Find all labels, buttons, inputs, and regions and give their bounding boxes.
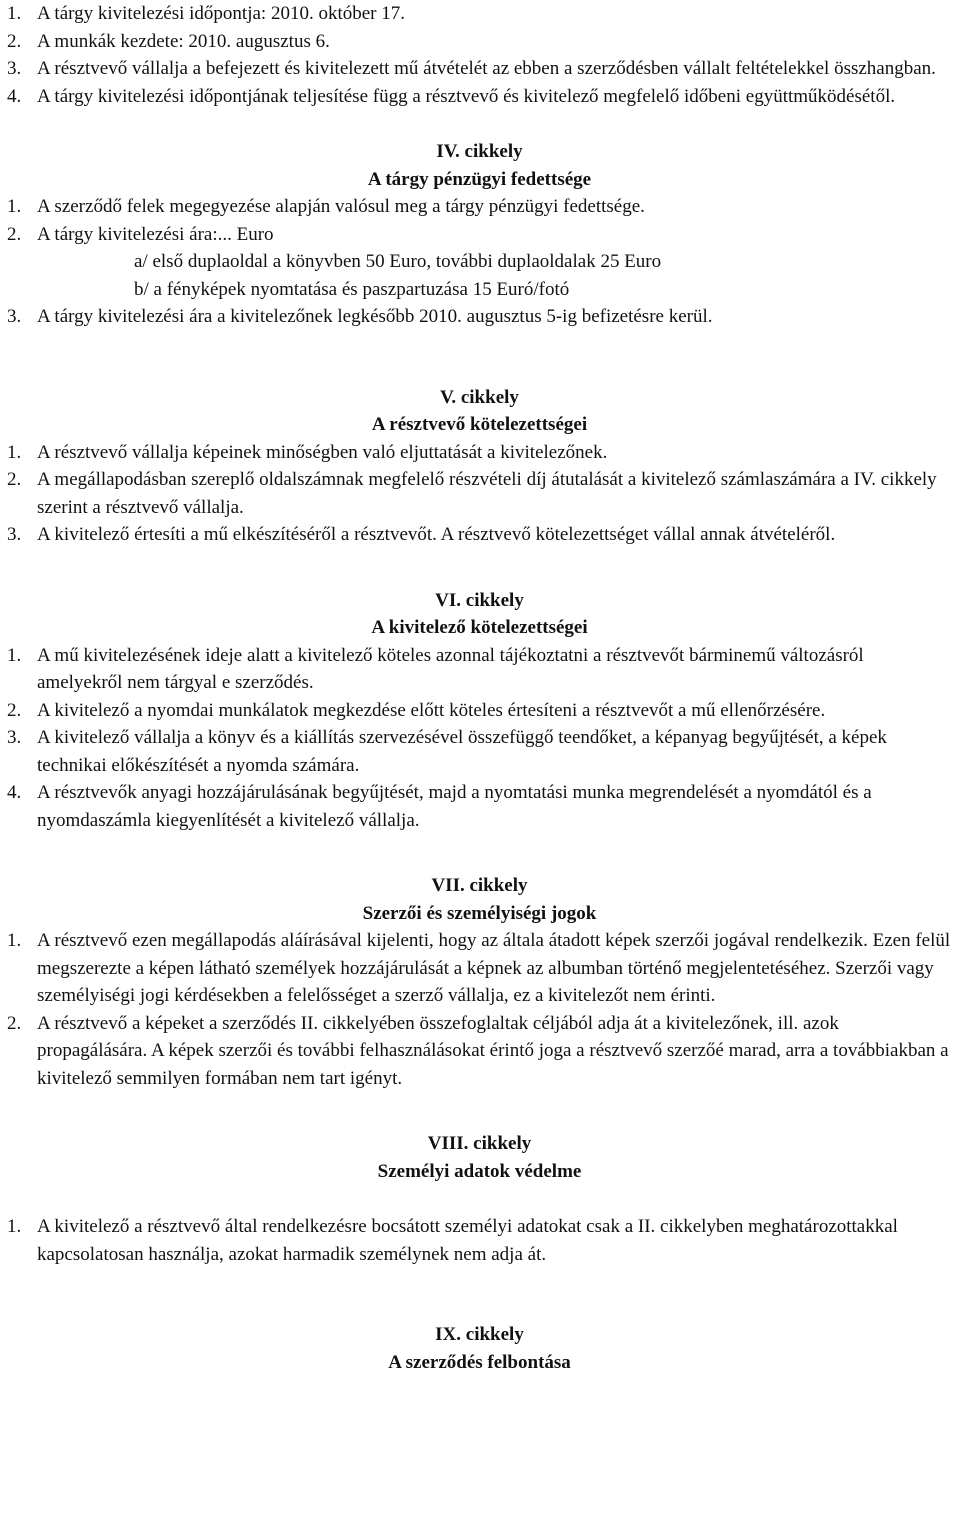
item-text: A kivitelező a nyomdai munkálatok megkezdése előtt köteles értesíteni a résztvevőt a mű ellenőrzésére.: [37, 699, 826, 721]
item-number: 1.: [7, 441, 22, 463]
item-number: 1.: [7, 196, 22, 217]
item-number: 4.: [7, 782, 22, 803]
item-number: 1.: [7, 644, 22, 666]
section-subtitle: Szerzői és személyiségi jogok: [362, 902, 597, 924]
item-text: A tárgy kivitelezési ára a kivitelezőnek legkésőbb 2010. augusztus 5-ig befizetésre kerül.: [37, 306, 713, 327]
section-title: VII. cikkely: [431, 875, 528, 896]
list-item: [7, 1213, 952, 1268]
list-item: [7, 83, 952, 111]
section-title: IV. cikkely: [436, 141, 523, 162]
item-number: 2.: [7, 30, 22, 52]
list-item: [7, 927, 952, 1010]
item-number: 3.: [7, 58, 22, 79]
section-subtitle: Személyi adatok védelme: [377, 1160, 582, 1182]
item-number: 4.: [7, 85, 22, 107]
list-item: [7, 28, 952, 56]
price-detail: b/ a fényképek nyomtatása és paszpartuzása 15 Euró/fotó: [134, 278, 570, 300]
list-item: [7, 697, 952, 725]
intro-list: [7, 0, 952, 110]
list-item: [7, 466, 952, 521]
list-item: [7, 724, 952, 779]
section-title: IX. cikkely: [435, 1324, 524, 1345]
list-item: [7, 55, 952, 83]
section-vi: [7, 587, 952, 835]
item-number: 2.: [7, 1012, 22, 1034]
section-subtitle: A kivitelező kötelezettségei: [371, 617, 588, 638]
item-text: A résztvevő vállalja képeinek minőségben való eljuttatását a kivitelezőnek.: [37, 441, 608, 463]
section-iv: [7, 138, 952, 331]
list-item: [7, 303, 952, 331]
section-title: VI. cikkely: [435, 589, 524, 611]
item-text: A munkák kezdete: 2010. augusztus 6.: [37, 30, 330, 52]
list-item: [7, 642, 952, 697]
item-number: 2.: [7, 469, 22, 490]
item-number: 1.: [7, 1216, 22, 1237]
section-ix: [7, 1321, 952, 1376]
section-subtitle: A tárgy pénzügyi fedettsége: [367, 168, 592, 190]
item-number: 3.: [7, 306, 22, 327]
section-title: V. cikkely: [440, 386, 519, 408]
list-item: [7, 521, 952, 549]
item-text: A résztvevők anyagi hozzájárulásának begyűjtését, majd a nyomtatási munka megrendelését a nyomdától és a nyomdaszámla kiegyenlítését a kivitelező vállalja.: [37, 782, 872, 831]
item-number: 3.: [7, 524, 22, 545]
item-number: 1.: [7, 3, 22, 24]
item-text: A mű kivitelezésének ideje alatt a kivitelező köteles azonnal tájékoztatni a résztvevőt bárminemű változásról amelyekről nem tárgyal e szerződés.: [37, 644, 864, 693]
section-title: VIII. cikkely: [427, 1133, 532, 1154]
section-subtitle: A szerződés felbontása: [388, 1351, 571, 1373]
item-number: 2.: [7, 699, 22, 721]
item-number: 2.: [7, 223, 22, 245]
section-v: [7, 384, 952, 549]
item-text: A kivitelező vállalja a könyv és a kiállítás szervezésével összefüggő teendőket, a képanyag begyűjtését, a képek technikai előkészítését a nyomda számára.: [37, 727, 887, 776]
item-text: A tárgy kivitelezési ára:... Euro: [37, 223, 274, 245]
item-text: A megállapodásban szereplő oldalszámnak megfelelő részvételi díj átutalását a kivitelező számlaszámára a IV. cikkely szerint a résztvevő vállalja.: [37, 469, 937, 518]
item-text: A kivitelező a résztvevő által rendelkezésre bocsátott személyi adatokat csak a II. cikkelyben meghatározottakkal kapcsolatosan használja, azokat harmadik személynek nem adja át.: [37, 1216, 898, 1265]
item-text: A tárgy kivitelezési időpontja: 2010. október 17.: [37, 3, 405, 24]
item-text: A résztvevő vállalja a befejezett és kivitelezett mű átvételét az ebben a szerződésben vállalt feltételekkel összhangban.: [37, 58, 936, 79]
item-number: 1.: [7, 930, 22, 951]
list-item: [7, 779, 952, 834]
item-text: A résztvevő a képeket a szerződés II. cikkelyében összefoglaltak céljából adja át a kivitelezőnek, ill. azok propagálására. A képek szerzői és további felhasználásokat érintő joga a résztvevő szerzőé marad, arra a továbbiakban a kivitelező semmilyen formában nem tart igényt.: [37, 1012, 949, 1089]
item-text: A tárgy kivitelezési időpontjának teljesítése függ a résztvevő és kivitelező megfelelő időbeni együttműködésétől.: [37, 85, 896, 107]
list-item: [7, 1010, 952, 1093]
list-item: [7, 0, 952, 28]
section-viii: [7, 1130, 952, 1268]
section-vii: [7, 872, 952, 1092]
price-detail: a/ első duplaoldal a könyvben 50 Euro, további duplaoldalak 25 Euro: [134, 251, 662, 272]
list-item: [7, 439, 952, 467]
item-text: A résztvevő ezen megállapodás aláírásával kijelenti, hogy az általa átadott képek szerzői jogával rendelkezik. Ezen felül megszerezte a képen látható személyek hozzájárulását a képnek az albumban történő megjelentetéséhez. Szerzői vagy személyiségi jogi kérdésekben a felelősséget a szerző vállalja, ez a kivitelezőt nem érinti.: [37, 930, 951, 1006]
section-subtitle: A résztvevő kötelezettségei: [371, 414, 588, 435]
item-number: 3.: [7, 727, 22, 748]
item-text: A kivitelező értesíti a mű elkészítéséről a résztvevőt. A résztvevő kötelezettséget vállal annak átvételéről.: [37, 524, 836, 545]
list-item: [7, 193, 952, 221]
item-text: A szerződő felek megegyezése alapján valósul meg a tárgy pénzügyi fedettsége.: [37, 196, 645, 217]
list-item: [7, 221, 952, 249]
